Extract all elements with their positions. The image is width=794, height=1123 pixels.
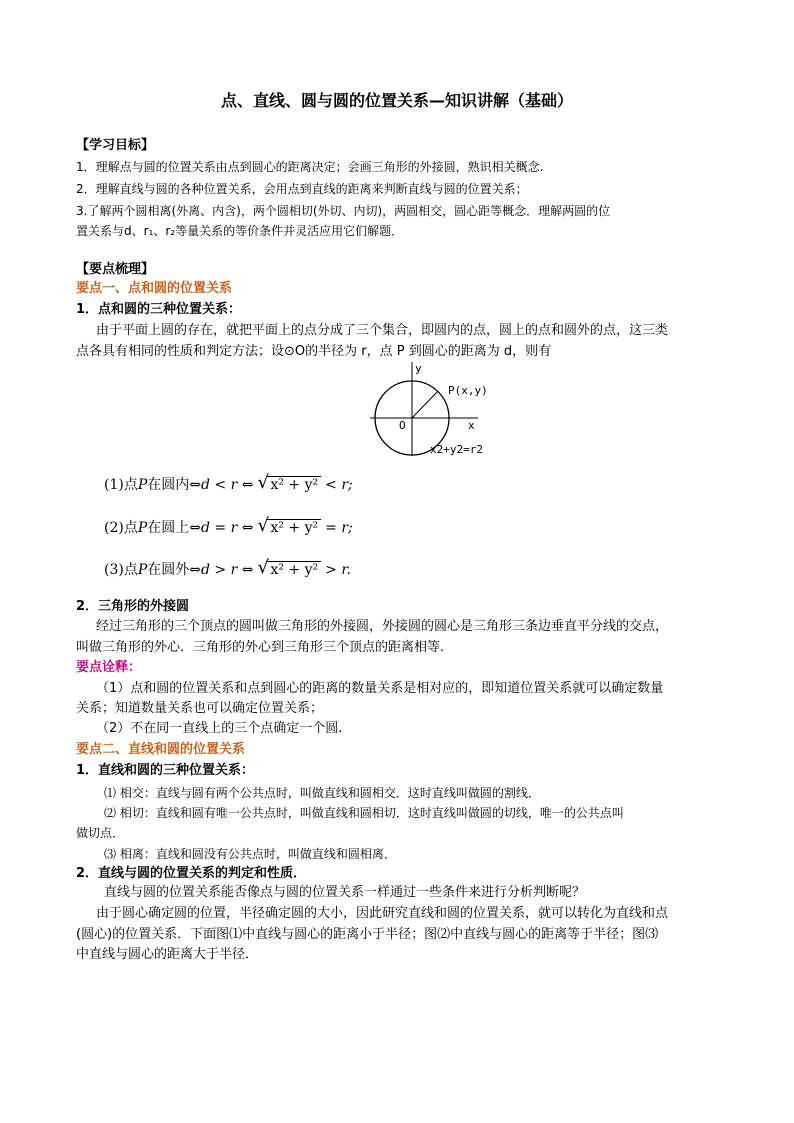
goals-heading-text: 【学习目标】: [76, 138, 155, 153]
sqrt-symbol: √ x² + y²: [257, 519, 321, 536]
formula-inside-var: P: [137, 477, 148, 493]
goal-item-2: 2．理解直线与圆的各种位置关系，会用点到直线的距离来判断直线与圆的位置关系；: [76, 182, 528, 196]
formula-on-var: P: [137, 520, 148, 536]
part1-sub2: 2．三角形的外接圆: [76, 599, 190, 614]
part2-sub1: 1．直线和圆的三种位置关系：: [76, 763, 255, 778]
formula-inside-mid: 在圆内⇔: [147, 477, 201, 493]
formula-outside-mid: 在圆外⇔: [147, 562, 201, 578]
goals-heading: [76, 137, 726, 155]
note-1-cont: 关系；知道数量关系也可以确定位置关系；: [76, 701, 324, 716]
part1-para2-1: 经过三角形的三个顶点的圆叫做三角形的外接圆，外接圆的圆心是三角形三条边垂直平分线的交点，: [96, 619, 669, 634]
part2-para-1: 直线与圆的位置关系能否像点与圆的位置关系一样通过一些条件来进行分析判断呢？: [104, 885, 586, 900]
formula-on-post: = r;: [325, 520, 353, 536]
formula-inside-pre: (1)点: [104, 477, 138, 493]
formula-outside: [104, 559, 351, 579]
label-x: x: [468, 419, 475, 432]
formula-on-mid: 在圆上⇔: [147, 520, 201, 536]
part1-heading: 要点一、点和圆的位置关系: [76, 281, 233, 296]
formula-outside-cond: d > r ⇔: [201, 562, 254, 578]
formula-outside-pre: (3)点: [104, 562, 138, 578]
summary-heading: 【要点梳理】: [76, 262, 155, 277]
part2-sub2: 2．直线与圆的位置关系的判定和性质．: [76, 866, 307, 881]
formula-inside-cond: d < r ⇔: [201, 477, 254, 493]
part2-item-2-cont: 做切点．: [76, 826, 125, 840]
formula-outside-post: > r.: [325, 562, 351, 578]
formula-inside: [104, 474, 353, 494]
circle-coordinate-diagram: [360, 358, 510, 458]
formula-outside-radicand: x² + y²: [267, 561, 321, 578]
part2-heading: 要点二、直线和圆的位置关系: [76, 742, 246, 757]
formula-inside-radicand: x² + y²: [267, 476, 321, 493]
part2-para-2: 由于圆心确定圆的位置，半径确定圆的大小，因此研究直线和圆的位置关系，就可以转化为直线和点: [96, 906, 669, 921]
sqrt-symbol: √ x² + y²: [257, 561, 321, 578]
sqrt-symbol: √ x² + y²: [257, 476, 321, 493]
goal-item-3: 3.了解两个圆相离(外离、内含)，两个圆相切(外切、内切)，两圆相交，圆心距等概念．理解两圆的位: [76, 204, 611, 218]
part1-para-2: 点各具有相同的性质和判定方法；设⊙O的半径为 r，点 P 到圆心的距离为 d，则有: [76, 344, 552, 359]
goal-item-1: 1．理解点与圆的位置关系由点到圆心的距离决定；会画三角形的外接圆，熟识相关概念.: [76, 160, 544, 174]
formula-on: [104, 517, 353, 537]
part1-para-1: 由于平面上圆的存在，就把平面上的点分成了三个集合，即圆内的点，圆上的点和圆外的点，这三类: [96, 323, 669, 338]
note-heading: 要点诠释：: [76, 660, 142, 675]
goal-item-4: 置关系与d、r₁、r₂等量关系的等价条件并灵活应用它们解题．: [76, 224, 404, 238]
formula-on-radicand: x² + y²: [267, 519, 321, 536]
formula-outside-var: P: [137, 562, 148, 578]
formula-inside-post: < r;: [325, 477, 353, 493]
label-y: y: [415, 362, 422, 375]
label-equation: x2+y2=r2: [430, 443, 483, 456]
label-p: P(x,y): [448, 384, 488, 397]
radius-line: [412, 391, 438, 418]
note-2: （2）不在同一直线上的三个点确定一个圆.: [96, 721, 343, 736]
formula-on-pre: (2)点: [104, 520, 138, 536]
part2-item-2: ⑵ 相切：直线和圆有唯一公共点时，叫做直线和圆相切．这时直线叫做圆的切线，唯一的公共点叫: [104, 806, 624, 820]
part1-para2-2: 叫做三角形的外心．三角形的外心到三角形三个顶点的距离相等.: [76, 640, 445, 655]
part2-para-4: 中直线与圆心的距离大于半径．: [76, 947, 259, 962]
part1-sub1: 1．点和圆的三种位置关系：: [76, 302, 242, 317]
page-title: 点、直线、圆与圆的位置关系—知识讲解（基础）: [220, 91, 573, 110]
part2-para-3: (圆心)的位置关系．下面图⑴中直线与圆心的距离小于半径；图⑵中直线与圆心的距离等于半径；图⑶: [76, 927, 659, 942]
part2-item-1: ⑴ 相交：直线与圆有两个公共点时，叫做直线和圆相交．这时直线叫做圆的割线．: [104, 786, 540, 800]
part2-item-3: ⑶ 相离：直线和圆没有公共点时，叫做直线和圆相离．: [104, 847, 396, 861]
label-origin: O: [399, 419, 406, 432]
note-1: （1）点和圆的位置关系和点到圆心的距离的数量关系是相对应的，即知道位置关系就可以确定数量: [96, 681, 664, 696]
formula-on-cond: d = r ⇔: [201, 520, 254, 536]
